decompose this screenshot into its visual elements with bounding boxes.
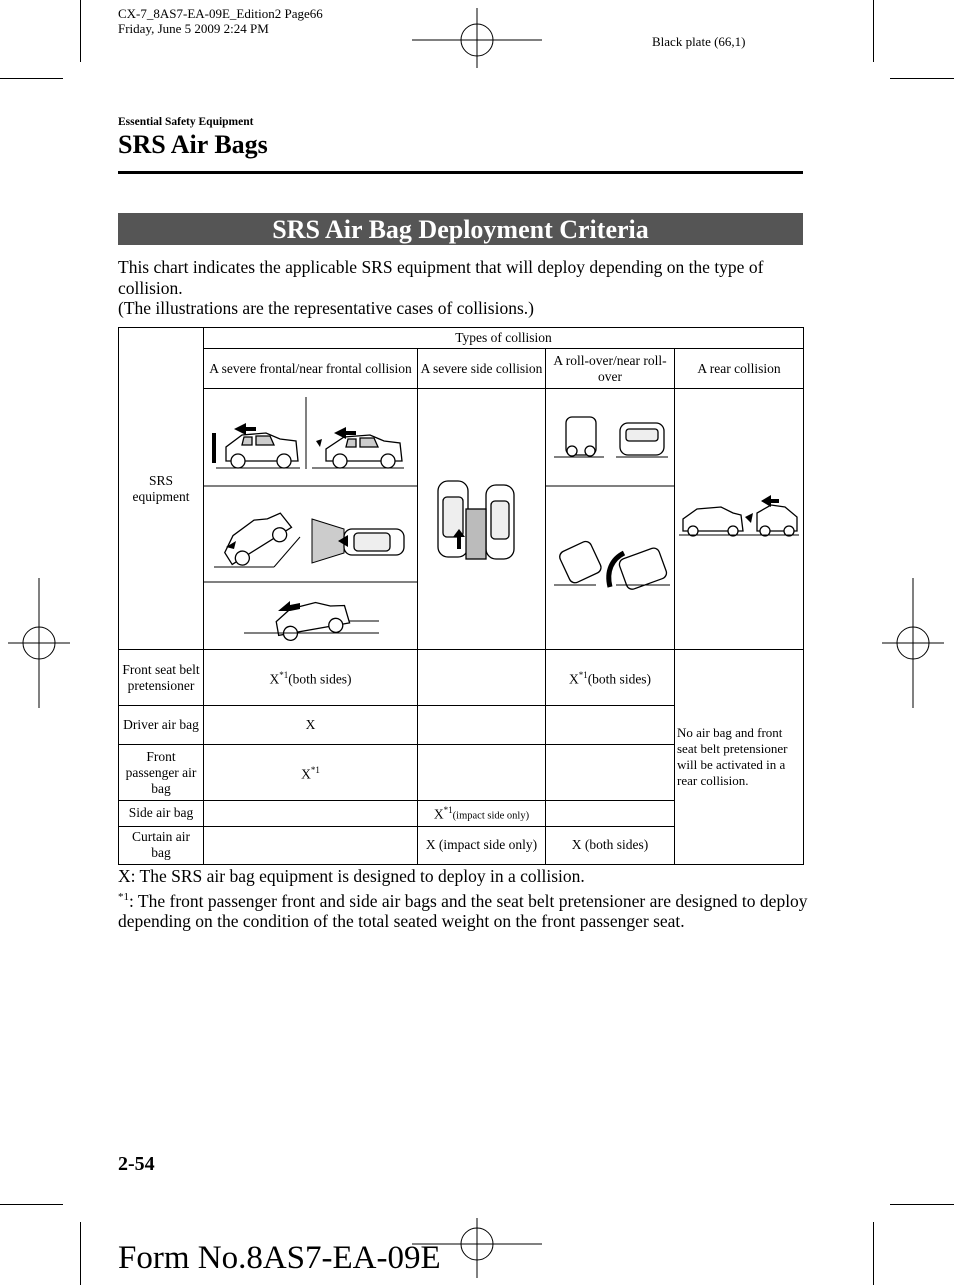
registration-mark-icon [8, 578, 70, 708]
section-category: Essential Safety Equipment [118, 116, 254, 128]
cell-curtain-frontal [204, 826, 418, 864]
rollover-illustrations [546, 389, 675, 650]
cell-pretensioner-frontal [204, 650, 418, 706]
footnote-ref: *1 [279, 670, 289, 681]
x-note: X: The SRS air bag equipment is designed to deploy in a collision. [118, 866, 585, 886]
crop-mark [0, 78, 63, 79]
column-header-rear: A rear collision [675, 349, 804, 389]
column-header-frontal: A severe frontal/near frontal collision [204, 349, 418, 389]
cell-sideairbag-rollover [546, 801, 675, 827]
crop-mark [890, 1204, 954, 1205]
types-of-collision-header: Types of collision [204, 328, 804, 349]
rollover-illustration [546, 389, 674, 645]
crop-mark [0, 1204, 63, 1205]
cell-passenger-frontal [204, 745, 418, 801]
cell-sideairbag-side [418, 801, 546, 827]
cell-curtain-side: X (impact side only) [418, 826, 546, 864]
cell-mark: X [568, 671, 579, 687]
plate-label: Black plate (66,1) [652, 34, 746, 49]
rear-collision-note: No air bag and front seat belt pretensioner will be activated in a rear collision. [675, 650, 804, 865]
crop-mark [873, 1222, 874, 1285]
print-header-line: CX-7_8AS7-EA-09E_Edition2 Page66 [118, 6, 323, 21]
crop-mark [80, 0, 81, 62]
rear-collision-illustration [675, 389, 803, 645]
row-label-curtain-airbag: Curtain air bag [119, 826, 204, 864]
footnote-ref: *1 [443, 805, 453, 815]
cell-sideairbag-frontal [204, 801, 418, 827]
cell-driver-rollover [546, 706, 675, 745]
title-rule [118, 171, 803, 174]
row-label-pretensioner: Front seat belt pretensioner [119, 650, 204, 706]
row-label-driver-airbag: Driver air bag [119, 706, 204, 745]
intro-paragraph: This chart indicates the applicable SRS equipment that will deploy depending on the type of collision. [118, 257, 764, 298]
cell-mark: X [433, 806, 444, 822]
crop-mark [873, 0, 874, 62]
cell-pretensioner-rollover [546, 650, 675, 706]
footnote-1 [118, 887, 808, 932]
row-header-srs-equipment: SRS equipment [119, 328, 204, 650]
column-header-side: A severe side collision [418, 349, 546, 389]
frontal-collision-illustration [204, 389, 417, 645]
row-label-side-airbag: Side air bag [119, 801, 204, 827]
section-title: SRS Air Bags [118, 130, 268, 159]
page-heading: SRS Air Bag Deployment Criteria [118, 213, 803, 245]
cell-note: (both sides) [587, 671, 652, 687]
cell-mark: X [301, 766, 311, 782]
form-number: Form No.8AS7-EA-09E [118, 1240, 441, 1276]
cell-curtain-rollover: X (both sides) [546, 826, 675, 864]
cell-mark: X [269, 671, 280, 687]
deployment-criteria-table [118, 327, 804, 865]
column-header-rollover: A roll-over/near roll-over [546, 349, 675, 389]
cell-note: (impact side only) [452, 810, 530, 822]
footnote-ref: *1 [578, 670, 588, 681]
page-number: 2-54 [118, 1153, 155, 1175]
registration-mark-icon [412, 8, 542, 68]
footnote-ref: *1 [310, 765, 320, 776]
crop-mark [890, 78, 954, 79]
side-collision-illustration [418, 389, 545, 645]
registration-mark-icon [882, 578, 944, 708]
frontal-illustrations [204, 389, 418, 650]
print-header [118, 6, 323, 36]
table-notes [118, 866, 808, 931]
crop-mark [80, 1222, 81, 1285]
print-header-line: Friday, June 5 2009 2:24 PM [118, 21, 269, 36]
cell-driver-frontal: X [204, 706, 418, 745]
side-collision-illustration-cell [418, 389, 546, 650]
footnote-mark: *1 [118, 890, 129, 903]
cell-pretensioner-side [418, 650, 546, 706]
cell-driver-side [418, 706, 546, 745]
intro-text [118, 257, 803, 319]
cell-note: (both sides) [288, 671, 352, 687]
cell-passenger-side [418, 745, 546, 801]
cell-passenger-rollover [546, 745, 675, 801]
rear-collision-illustration-cell [675, 389, 804, 650]
intro-paragraph: (The illustrations are the representative cases of collisions.) [118, 298, 534, 318]
row-label-passenger-airbag: Front passenger air bag [119, 745, 204, 801]
footnote-text: : The front passenger front and side air bags and the seat belt pretensioner are designed to deploy depending on the condition of the total seated weight on the front passenger seat. [118, 890, 808, 931]
